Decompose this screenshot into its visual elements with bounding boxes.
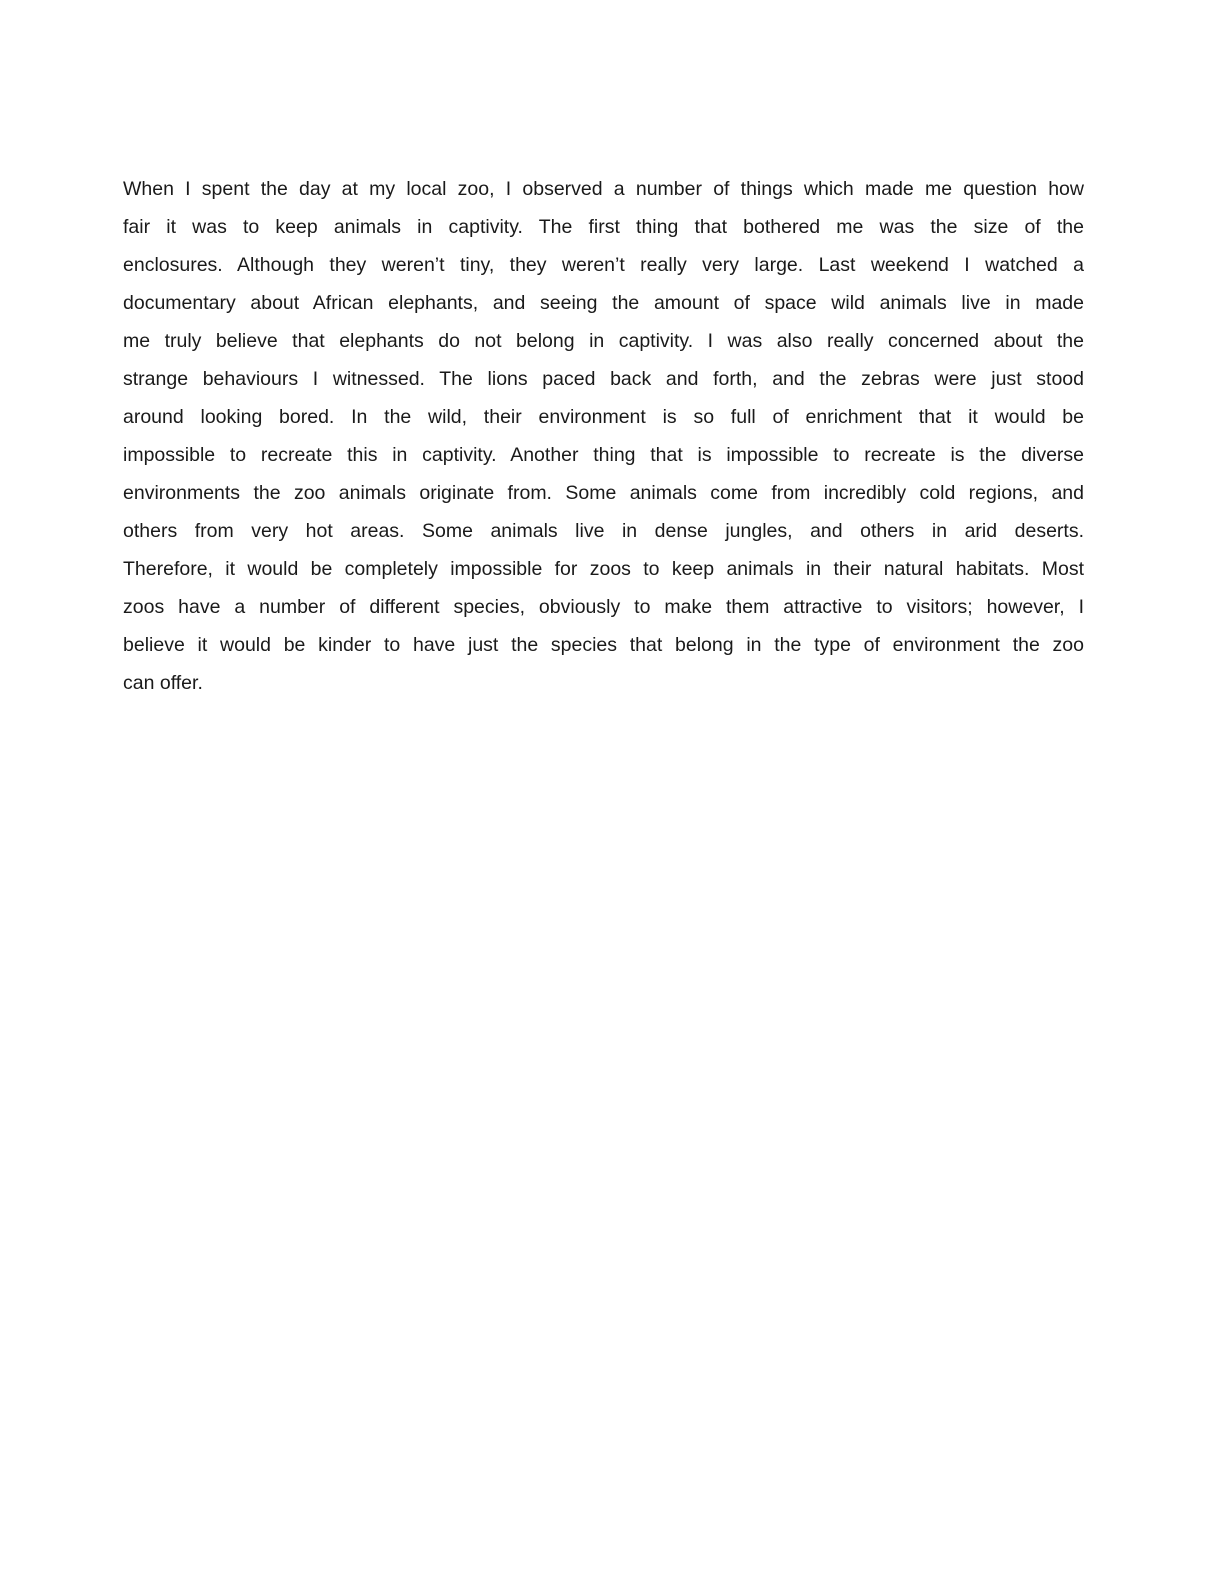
paragraph-line: Therefore, it would be completely impossible for zoos to keep animals in their natural habitats. Most <box>123 558 1084 580</box>
paragraph-line: enclosures. Although they weren’t tiny, they weren’t really very large. Last weekend I watched a <box>123 254 1084 276</box>
paragraph-line: environments the zoo animals originate from. Some animals come from incredibly cold regions, and <box>123 482 1084 504</box>
paragraph-line-last: can offer. <box>123 672 203 694</box>
paragraph-line: me truly believe that elephants do not belong in captivity. I was also really concerned about the <box>123 330 1084 352</box>
body-paragraph <box>123 172 1084 704</box>
paragraph-line: believe it would be kinder to have just the species that belong in the type of environment the zoo <box>123 634 1084 656</box>
paragraph-line: around looking bored. In the wild, their environment is so full of enrichment that it would be <box>123 406 1084 428</box>
paragraph-line: fair it was to keep animals in captivity. The first thing that bothered me was the size of the <box>123 216 1084 238</box>
paragraph-line: others from very hot areas. Some animals live in dense jungles, and others in arid deserts. <box>123 520 1084 542</box>
paragraph-line: zoos have a number of different species, obviously to make them attractive to visitors; however, I <box>123 596 1084 618</box>
paragraph-line: impossible to recreate this in captivity. Another thing that is impossible to recreate is the diverse <box>123 444 1084 466</box>
paragraph-line: documentary about African elephants, and seeing the amount of space wild animals live in made <box>123 292 1084 314</box>
paragraph-line: strange behaviours I witnessed. The lions paced back and forth, and the zebras were just stood <box>123 368 1084 390</box>
paragraph-line: When I spent the day at my local zoo, I observed a number of things which made me question how <box>123 178 1084 200</box>
